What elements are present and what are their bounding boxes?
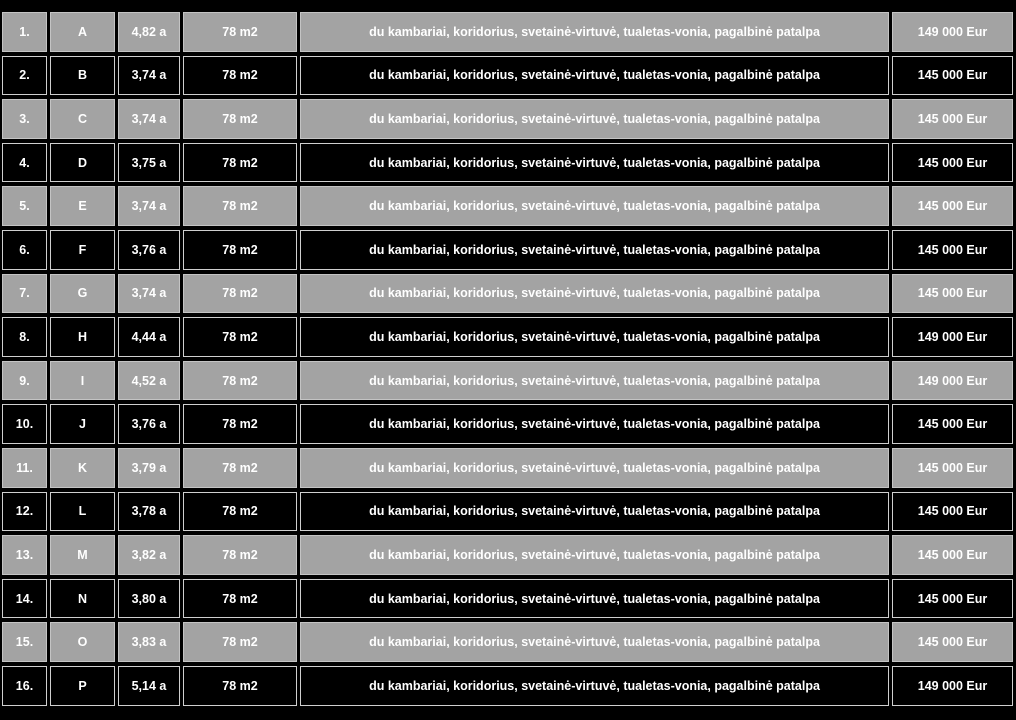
table-row [0,184,1016,228]
plot-area: 3,80 a [118,579,180,619]
price: 145 000 Eur [892,448,1013,488]
plot-area: 3,83 a [118,622,180,662]
row-number: 11. [2,448,47,488]
row-number: 6. [2,230,47,270]
room-description: du kambariai, koridorius, svetainė-virtuvė, tualetas-vonia, pagalbinė patalpa [300,230,889,270]
row-number: 5. [2,186,47,226]
plot-area: 3,75 a [118,143,180,183]
room-description: du kambariai, koridorius, svetainė-virtuvė, tualetas-vonia, pagalbinė patalpa [300,622,889,662]
row-number: 3. [2,99,47,139]
row-number: 10. [2,404,47,444]
house-size: 78 m2 [183,230,297,270]
house-size: 78 m2 [183,622,297,662]
room-description: du kambariai, koridorius, svetainė-virtuvė, tualetas-vonia, pagalbinė patalpa [300,143,889,183]
price: 145 000 Eur [892,622,1013,662]
room-description: du kambariai, koridorius, svetainė-virtuvė, tualetas-vonia, pagalbinė patalpa [300,404,889,444]
house-size: 78 m2 [183,317,297,357]
price: 145 000 Eur [892,56,1013,96]
price: 145 000 Eur [892,99,1013,139]
table-row [0,54,1016,98]
house-size: 78 m2 [183,274,297,314]
unit-id: C [50,99,115,139]
row-number: 16. [2,666,47,706]
row-number: 2. [2,56,47,96]
plot-area: 4,44 a [118,317,180,357]
room-description: du kambariai, koridorius, svetainė-virtuvė, tualetas-vonia, pagalbinė patalpa [300,99,889,139]
table-row [0,272,1016,316]
price: 149 000 Eur [892,361,1013,401]
unit-id: G [50,274,115,314]
unit-id: D [50,143,115,183]
plot-area: 4,52 a [118,361,180,401]
unit-id: A [50,12,115,52]
price: 145 000 Eur [892,535,1013,575]
table-row [0,533,1016,577]
table-row [0,315,1016,359]
price: 145 000 Eur [892,492,1013,532]
room-description: du kambariai, koridorius, svetainė-virtuvė, tualetas-vonia, pagalbinė patalpa [300,579,889,619]
row-number: 8. [2,317,47,357]
room-description: du kambariai, koridorius, svetainė-virtuvė, tualetas-vonia, pagalbinė patalpa [300,186,889,226]
room-description: du kambariai, koridorius, svetainė-virtuvė, tualetas-vonia, pagalbinė patalpa [300,274,889,314]
row-number: 13. [2,535,47,575]
plot-area: 3,78 a [118,492,180,532]
price: 145 000 Eur [892,143,1013,183]
unit-id: N [50,579,115,619]
unit-id: J [50,404,115,444]
row-number: 7. [2,274,47,314]
table-row [0,620,1016,664]
row-number: 15. [2,622,47,662]
house-size: 78 m2 [183,99,297,139]
table-row [0,664,1016,708]
price: 149 000 Eur [892,666,1013,706]
house-size: 78 m2 [183,535,297,575]
house-size: 78 m2 [183,666,297,706]
plot-area: 3,76 a [118,404,180,444]
house-size: 78 m2 [183,186,297,226]
price: 145 000 Eur [892,579,1013,619]
house-size: 78 m2 [183,143,297,183]
plot-area: 3,74 a [118,99,180,139]
plot-area: 3,74 a [118,186,180,226]
unit-id: H [50,317,115,357]
row-number: 14. [2,579,47,619]
listing-table [0,10,1016,708]
plot-area: 3,76 a [118,230,180,270]
room-description: du kambariai, koridorius, svetainė-virtuvė, tualetas-vonia, pagalbinė patalpa [300,492,889,532]
plot-area: 3,79 a [118,448,180,488]
room-description: du kambariai, koridorius, svetainė-virtuvė, tualetas-vonia, pagalbinė patalpa [300,12,889,52]
table-row [0,402,1016,446]
table-row [0,577,1016,621]
table-row [0,141,1016,185]
table-row [0,446,1016,490]
price: 145 000 Eur [892,230,1013,270]
plot-area: 3,74 a [118,56,180,96]
house-size: 78 m2 [183,361,297,401]
house-size: 78 m2 [183,12,297,52]
unit-id: I [50,361,115,401]
table-row [0,97,1016,141]
house-size: 78 m2 [183,56,297,96]
house-size: 78 m2 [183,579,297,619]
row-number: 1. [2,12,47,52]
plot-area: 3,82 a [118,535,180,575]
table-row [0,359,1016,403]
unit-id: B [50,56,115,96]
unit-id: F [50,230,115,270]
plot-area: 4,82 a [118,12,180,52]
price: 145 000 Eur [892,404,1013,444]
row-number: 12. [2,492,47,532]
unit-id: E [50,186,115,226]
price: 149 000 Eur [892,317,1013,357]
house-size: 78 m2 [183,404,297,444]
table-row [0,228,1016,272]
price: 145 000 Eur [892,186,1013,226]
room-description: du kambariai, koridorius, svetainė-virtuvė, tualetas-vonia, pagalbinė patalpa [300,56,889,96]
row-number: 9. [2,361,47,401]
room-description: du kambariai, koridorius, svetainė-virtuvė, tualetas-vonia, pagalbinė patalpa [300,361,889,401]
plot-area: 3,74 a [118,274,180,314]
unit-id: P [50,666,115,706]
plot-area: 5,14 a [118,666,180,706]
unit-id: K [50,448,115,488]
row-number: 4. [2,143,47,183]
unit-id: M [50,535,115,575]
house-size: 78 m2 [183,492,297,532]
room-description: du kambariai, koridorius, svetainė-virtuvė, tualetas-vonia, pagalbinė patalpa [300,535,889,575]
table-row [0,490,1016,534]
room-description: du kambariai, koridorius, svetainė-virtuvė, tualetas-vonia, pagalbinė patalpa [300,317,889,357]
house-size: 78 m2 [183,448,297,488]
room-description: du kambariai, koridorius, svetainė-virtuvė, tualetas-vonia, pagalbinė patalpa [300,666,889,706]
room-description: du kambariai, koridorius, svetainė-virtuvė, tualetas-vonia, pagalbinė patalpa [300,448,889,488]
price: 145 000 Eur [892,274,1013,314]
price: 149 000 Eur [892,12,1013,52]
table-row [0,10,1016,54]
unit-id: O [50,622,115,662]
unit-id: L [50,492,115,532]
